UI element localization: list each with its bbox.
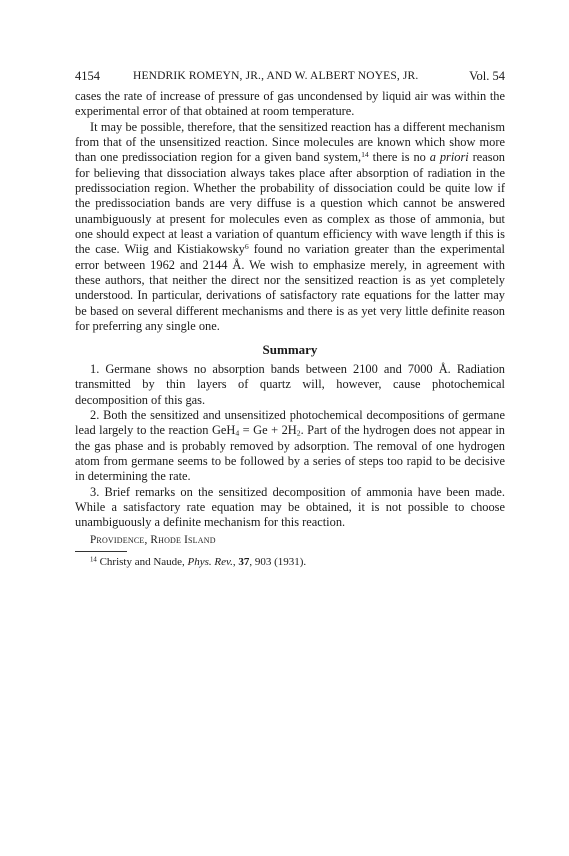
footnote-14: $^{14}$ Christy and Naude, Phys. Rev., 37, 903 (1931). [90,555,307,568]
running-header [75,67,505,85]
page-number: 4154 [75,69,100,83]
article-body [75,89,505,569]
footnote-ref-6: 6 [244,242,249,252]
footnote-ref-14: 14 [361,150,369,160]
italic-a-priori: a priori [429,150,469,165]
running-authors: HENDRIK ROMEYN, JR., AND W. ALBERT NOYES, JR. [133,70,419,82]
footnote-rule [75,551,127,552]
summary-item-3: 3. Brief remarks on the sensitized decomposition of ammonia have been made. While a satisfactory rate equation may be obtained, it is not possible to choose unambiguously a definite mechanism for this reaction. [75,484,505,530]
journal-volume: 37 [238,555,250,568]
paragraph-mechanism: It may be possible, therefore, that the sensitized reaction has a different mechanism from that of the unsensitized reaction. Since molecules are known which show more than one predissociation region for a given band system,$^{14}$ there is no a priori reason for believing that dissociation always takes place after absorption of radiation in the predissociation region. Whether the probability of dissociation could be quite low if the predissociation bands are very diffuse is a question which cannot be answered unambiguously at present for molecules even as complex as those of ammonia, but one should expect at least a variation of quantum efficiency with wave length if this is the case. Wiig and Kistiakowsky$^6$ found no variation greater than the experimental error between 1962 and 2144 Å. We wish to emphasize merely, in agreement with these authors, that neither the direct nor the sensitized reaction is as yet completely understood. In particular, derivations of satisfactory rate equations for the latter may be based on several different mechanisms and there is as yet very little definite reason for preferring any single one. [75,119,505,334]
summary-item-2: 2. Both the sensitized and unsensitized photochemical decompositions of germane lead largely to the reaction $GeH_4 = Ge + 2H_2$. Part of the hydrogen does not appear in the gas phase and is probably removed by adsorption. The removal of one hydrogen atom from germane seems to be followed by a series of steps too rapid to be decisive in determining the rate. [75,407,505,484]
volume-label: Vol. 54 [469,69,505,83]
summary-item-1: 1. Germane shows no absorption bands between 2100 and 7000 Å. Radiation transmitted by thin layers of quartz will, however, cause photochemical decomposition of this gas. [75,361,505,407]
summary-heading: Summary [262,341,318,357]
footnote-number: 14 [90,555,97,563]
paragraph-continuation: cases the rate of increase of pressure of gas uncondensed by liquid air was within the experimental error of that obtained at room temperature. [75,89,505,119]
journal-name: Phys. Rev. [187,555,233,568]
affiliation-place: Providence, Rhode Island [90,533,216,546]
